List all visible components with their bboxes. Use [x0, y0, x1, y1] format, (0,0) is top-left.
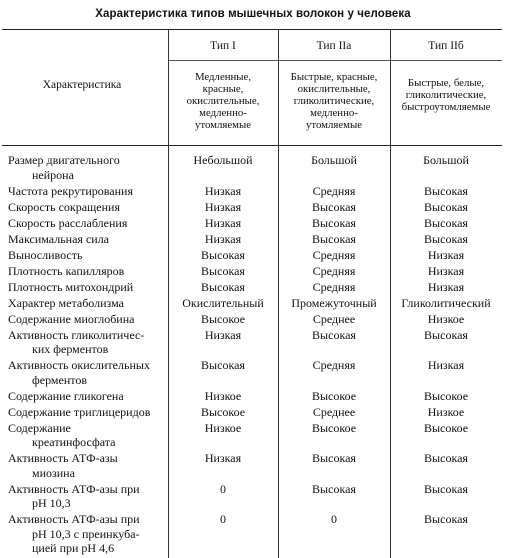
table-cell: Низкая: [427, 279, 465, 294]
description-line: Быстрые, красные,: [290, 71, 378, 83]
row-label-line: Активность гликолитичес-: [8, 327, 145, 342]
row-label-line: ких ферментов: [32, 342, 109, 356]
table-cell: Высокая: [312, 215, 356, 230]
row-label: [8, 421, 168, 450]
row-label: [8, 280, 168, 295]
column-header-type: Тип I: [210, 40, 236, 52]
table-cell: Низкое: [204, 420, 242, 435]
column-header-type: Тип IIб: [428, 40, 464, 52]
description-line: утомляемые: [194, 119, 252, 131]
row-label: [8, 512, 168, 556]
row-label-line: Содержание миоглобина: [8, 311, 135, 326]
column-header-description: [390, 77, 502, 113]
table-cell: Высокая: [201, 247, 245, 262]
table-cell: Низкая: [204, 451, 242, 465]
description-line: Быстрые, белые,: [407, 77, 485, 89]
header-subrule: [168, 60, 502, 61]
description-line: окислительные,: [186, 95, 260, 107]
table-cell: Низкая: [204, 183, 242, 198]
row-label-line: миозина: [32, 465, 75, 480]
row-label-line: Активность АТФ-азы при: [8, 481, 140, 496]
table-cell: Высокая: [424, 215, 468, 230]
table-cell: Низкая: [204, 215, 242, 230]
table-cell: Высокая: [312, 451, 356, 465]
description-line: гликолитические,: [405, 89, 487, 101]
row-label: [8, 389, 168, 404]
table-cell: Высокая: [201, 358, 245, 372]
table-cell: Промежуточный: [291, 295, 377, 310]
row-label: [8, 451, 168, 480]
row-label: [8, 358, 168, 387]
table-cell: Высокая: [424, 199, 468, 214]
row-label-line: рН 10,3 с преинкуба-: [32, 526, 140, 541]
row-label: [8, 248, 168, 263]
table-cell: Большой: [423, 153, 469, 167]
column-divider: [390, 30, 391, 558]
row-label-line: ферментов: [32, 372, 88, 387]
description-line: быстроутомляемые: [401, 101, 491, 113]
table-cell: Окислительный: [182, 295, 264, 310]
table-cell: Средняя: [312, 279, 356, 294]
table-cell: Небольшой: [193, 153, 253, 167]
row-label-line: Содержание триглицеридов: [8, 404, 151, 419]
table-cell: Средняя: [312, 263, 356, 278]
row-label-line: Скорость сокращения: [8, 199, 120, 214]
column-header-description: [278, 71, 390, 131]
description-line: Медленные,: [194, 71, 252, 83]
table-cell: Низкая: [427, 358, 465, 372]
row-label-line: рН 10,3: [32, 496, 71, 510]
row-label-line: креатинфосфата: [32, 435, 116, 449]
table-cell: Высокая: [424, 512, 468, 526]
row-label: [8, 200, 168, 215]
row-label: [8, 153, 168, 182]
table-cell: Высокая: [201, 279, 245, 294]
table-cell: Средняя: [312, 247, 356, 262]
row-label-line: Содержание: [8, 420, 71, 435]
column-header-description: [168, 71, 278, 131]
table-cell: Низкая: [204, 231, 242, 246]
table-cell: Высокая: [312, 199, 356, 214]
top-rule: [2, 29, 502, 30]
table-cell: Среднее: [312, 311, 356, 326]
table-cell: Низкое: [204, 388, 242, 403]
table-cell: Низкая: [427, 263, 465, 278]
column-divider: [278, 30, 279, 558]
table-cell: 0: [220, 481, 226, 496]
column-divider: [168, 30, 169, 558]
table-cell: Высокая: [424, 327, 468, 342]
row-label: [8, 405, 168, 420]
table-cell: Высокая: [424, 231, 468, 246]
column-header-type: Тип IIa: [316, 40, 352, 52]
row-label: [8, 296, 168, 311]
row-label-line: Размер двигательного: [8, 153, 120, 167]
table-cell: Высокая: [312, 327, 356, 342]
row-label-line: Скорость расслабления: [8, 215, 128, 230]
table-cell: Низкое: [427, 311, 465, 326]
description-line: гликолитические,: [293, 95, 375, 107]
description-line: окислительные,: [297, 83, 371, 95]
table-cell: Средняя: [312, 358, 356, 372]
table-cell: Высокое: [200, 311, 246, 326]
row-label: [8, 184, 168, 199]
row-label: [8, 232, 168, 247]
table-cell: Высокая: [424, 183, 468, 198]
table-cell: Высокая: [424, 481, 468, 496]
row-label: [8, 264, 168, 279]
table-cell: Высокая: [312, 231, 356, 246]
table-cell: Высокая: [312, 481, 356, 496]
table-cell: Высокая: [201, 263, 245, 278]
row-label-line: Плотность капилляров: [8, 263, 125, 278]
table-cell: Высокая: [424, 451, 468, 465]
table-cell: Среднее: [312, 404, 356, 419]
header-bottom-rule: [2, 145, 502, 146]
table-cell: Низкая: [204, 199, 242, 214]
row-label-line: нейрона: [32, 167, 74, 182]
row-label-line: Плотность митохондрий: [8, 279, 134, 294]
row-label-line: Активность АТФ-азы при: [8, 512, 140, 526]
table-cell: Высокое: [423, 420, 469, 435]
row-label: [8, 216, 168, 231]
row-label-line: Характер метаболизма: [8, 295, 124, 310]
row-label-line: Содержание гликогена: [8, 388, 124, 403]
table-cell: Гликолитический: [401, 295, 491, 310]
table-cell: Высокое: [311, 420, 357, 435]
table-cell: Высокое: [200, 404, 246, 419]
row-label-line: Активность окислительных: [8, 358, 150, 372]
row-label-line: Частота рекрутирования: [8, 183, 133, 198]
table-title: Характеристика типов мышечных волокон у человека: [95, 8, 411, 20]
description-line: красные,: [202, 83, 244, 95]
description-line: утомляемые: [305, 119, 363, 131]
table-cell: Низкая: [427, 247, 465, 262]
row-label-line: Активность АТФ-азы: [8, 451, 118, 465]
row-label-line: Максимальная сила: [8, 231, 110, 246]
description-line: медленно-: [310, 107, 358, 119]
row-label-line: Выносливость: [8, 247, 83, 262]
row-label: [8, 312, 168, 327]
characteristic-header: Характеристика: [42, 79, 122, 91]
table-cell: 0: [331, 512, 337, 526]
row-label-line: цией при рН 4,6: [32, 541, 115, 555]
table-cell: Высокое: [311, 388, 357, 403]
table-cell: 0: [220, 512, 226, 526]
description-line: медленно-: [199, 107, 247, 119]
table-cell: Высокое: [423, 388, 469, 403]
table-cell: Большой: [311, 153, 357, 167]
table-cell: Средняя: [312, 183, 356, 198]
row-label: [8, 328, 168, 357]
row-label: [8, 482, 168, 511]
table-cell: Низкое: [427, 404, 465, 419]
table-cell: Низкая: [204, 327, 242, 342]
